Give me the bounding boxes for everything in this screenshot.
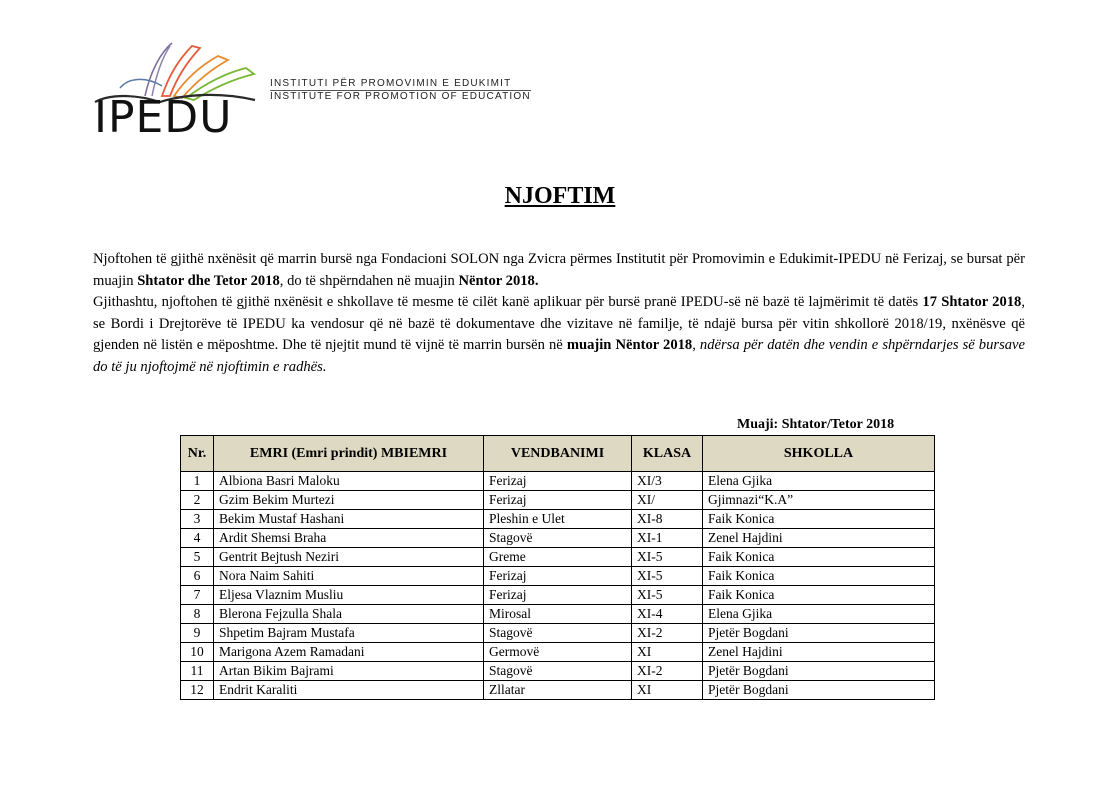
cell-class: XI-2: [632, 624, 703, 643]
cell-residence: Stagovë: [484, 662, 632, 681]
cell-name: Ardit Shemsi Braha: [214, 529, 484, 548]
cell-residence: Stagovë: [484, 624, 632, 643]
announcement-text: [93, 249, 1025, 378]
cell-class: XI-8: [632, 510, 703, 529]
table-row: [181, 662, 935, 681]
table-row: [181, 548, 935, 567]
p2-bold-date: 17 Shtator 2018: [922, 294, 1022, 310]
table-row: [181, 472, 935, 491]
p2-bold-month: muajin Nëntor 2018: [566, 337, 693, 353]
cell-school: Gjimnazi“K.A”: [703, 491, 935, 510]
cell-school: Faik Konica: [703, 586, 935, 605]
cell-residence: Ferizaj: [484, 491, 632, 510]
table-row: [181, 529, 935, 548]
cell-residence: Greme: [484, 548, 632, 567]
cell-school: Elena Gjika: [703, 605, 935, 624]
table-row: [181, 643, 935, 662]
cell-residence: Pleshin e Ulet: [484, 510, 632, 529]
logo-tagline-albanian: INSTITUTI PËR PROMOVIMIN E EDUKIMIT: [270, 78, 512, 89]
cell-residence: Ferizaj: [484, 567, 632, 586]
paragraph-2: [93, 292, 1025, 378]
cell-name: Bekim Mustaf Hashani: [214, 510, 484, 529]
table-row: [181, 567, 935, 586]
cell-class: XI/3: [632, 472, 703, 491]
cell-nr: 11: [181, 662, 214, 681]
header-name: EMRI (Emri prindit) MBIEMRI: [214, 436, 484, 472]
cell-name: Blerona Fejzulla Shala: [214, 605, 484, 624]
cell-name: Marigona Azem Ramadani: [214, 643, 484, 662]
cell-school: Faik Konica: [703, 510, 935, 529]
cell-nr: 3: [181, 510, 214, 529]
logo-tagline: [270, 78, 531, 103]
cell-name: Gentrit Bejtush Neziri: [214, 548, 484, 567]
scholarship-table: [180, 435, 935, 700]
paragraph-1: [93, 249, 1025, 292]
cell-class: XI/: [632, 491, 703, 510]
p1-bold-november: Nëntor 2018.: [458, 272, 539, 289]
table-row: [181, 605, 935, 624]
cell-nr: 8: [181, 605, 214, 624]
cell-nr: 9: [181, 624, 214, 643]
header-nr: Nr.: [181, 436, 214, 472]
cell-residence: Stagovë: [484, 529, 632, 548]
cell-name: Artan Bikim Bajrami: [214, 662, 484, 681]
cell-class: XI-5: [632, 548, 703, 567]
cell-school: Faik Konica: [703, 548, 935, 567]
cell-name: Albiona Basri Maloku: [214, 472, 484, 491]
cell-name: Shpetim Bajram Mustafa: [214, 624, 484, 643]
cell-school: Faik Konica: [703, 567, 935, 586]
cell-name: Nora Naim Sahiti: [214, 567, 484, 586]
p1-text-c: , do të shpërndahen në muajin: [279, 272, 459, 289]
cell-nr: 1: [181, 472, 214, 491]
cell-residence: Germovë: [484, 643, 632, 662]
p2-text-a: Gjithashtu, njoftohen të gjithë nxënësit e shkollave të mesme të cilët kanë aplikuar për bursë pranë IPEDU-së në bazë të lajmërimit të datës: [93, 294, 923, 310]
p2-italic-text: , ndërsa për datën dhe vendin e shpërndarjes së bursave do të ju njoftojmë në njoftimin e radhës.: [93, 337, 1025, 375]
cell-nr: 5: [181, 548, 214, 567]
cell-class: XI-4: [632, 605, 703, 624]
cell-nr: 7: [181, 586, 214, 605]
cell-name: Eljesa Vlaznim Musliu: [214, 586, 484, 605]
cell-residence: Ferizaj: [484, 586, 632, 605]
page-title: NJOFTIM: [504, 183, 616, 209]
month-label: Muaji: Shtator/Tetor 2018: [737, 417, 895, 432]
cell-school: Elena Gjika: [703, 472, 935, 491]
cell-residence: Ferizaj: [484, 472, 632, 491]
cell-nr: 12: [181, 681, 214, 700]
table-row: [181, 681, 935, 700]
cell-school: Pjetër Bogdani: [703, 662, 935, 681]
header-school: SHKOLLA: [703, 436, 935, 472]
cell-name: Gzim Bekim Murtezi: [214, 491, 484, 510]
header-residence: VENDBANIMI: [484, 436, 632, 472]
table-header-row: [181, 436, 935, 472]
cell-nr: 4: [181, 529, 214, 548]
cell-nr: 6: [181, 567, 214, 586]
table-body: [181, 472, 935, 700]
table-row: [181, 491, 935, 510]
cell-name: Endrit Karaliti: [214, 681, 484, 700]
cell-nr: 2: [181, 491, 214, 510]
p1-bold-months: Shtator dhe Tetor 2018: [137, 272, 280, 289]
p1-text-a: Njoftohen të gjithë nxënësit që marrin bursë nga Fondacioni SOLON nga Zvicra përmes Institutit për Promovimin e Edukimit-IPEDU në Ferizaj, se bursat për muajin: [93, 251, 1025, 289]
cell-class: XI-5: [632, 567, 703, 586]
cell-class: XI-1: [632, 529, 703, 548]
header-class: KLASA: [632, 436, 703, 472]
cell-school: Pjetër Bogdani: [703, 681, 935, 700]
table-row: [181, 624, 935, 643]
cell-class: XI: [632, 681, 703, 700]
cell-class: XI: [632, 643, 703, 662]
logo-wordmark: IPEDU: [94, 92, 233, 143]
cell-nr: 10: [181, 643, 214, 662]
table-row: [181, 510, 935, 529]
p2-text-c: , se Bordi i Drejtorëve të IPEDU ka vendosur që në bazë të dokumentave dhe vizitave në familje, të ndajë bursa për vitin shkollorë 2018/19, nxënësve që gjenden në listën e mëposhtme. Dhe të njejtit mund të vijnë të marrin bursën në: [93, 294, 1025, 353]
cell-school: Zenel Hajdini: [703, 529, 935, 548]
cell-class: XI-5: [632, 586, 703, 605]
cell-residence: Zllatar: [484, 681, 632, 700]
cell-class: XI-2: [632, 662, 703, 681]
cell-residence: Mirosal: [484, 605, 632, 624]
table-row: [181, 586, 935, 605]
cell-school: Zenel Hajdini: [703, 643, 935, 662]
cell-school: Pjetër Bogdani: [703, 624, 935, 643]
logo-tagline-english: INSTITUTE FOR PROMOTION OF EDUCATION: [270, 91, 531, 102]
